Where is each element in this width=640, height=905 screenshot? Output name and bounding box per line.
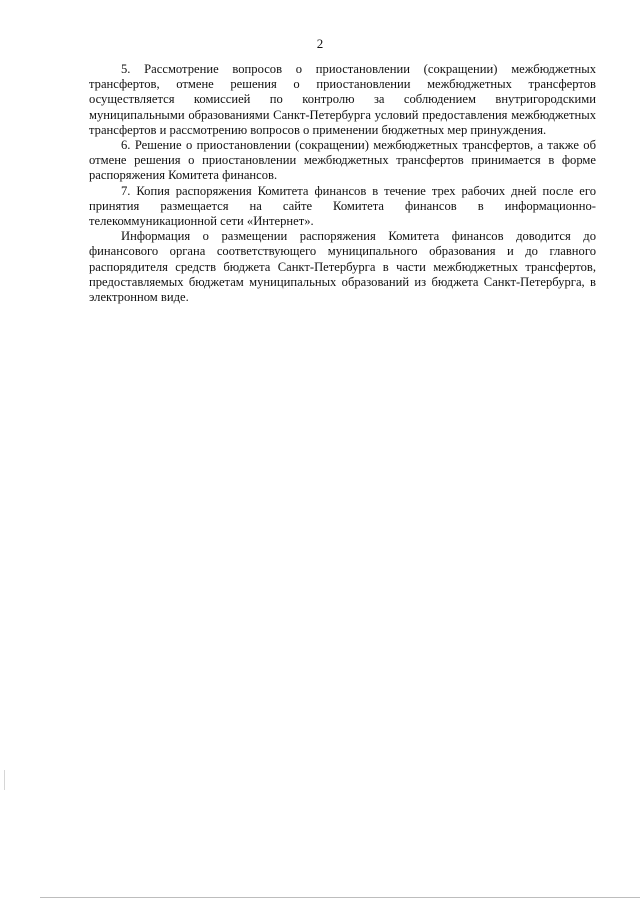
document-body xyxy=(89,62,596,305)
scan-edge-left xyxy=(4,770,5,790)
paragraph-information-notice: Информация о размещении распоряжения Комитета финансов доводится до финансового органа соответствующего муниципального образования и до главного распорядителя средств бюджета Санкт-Петербурга в части межбюджетных трансфертов, предоставляемых бюджетам муниципальных образований из бюджета Санкт-Петербурга, в электронном виде. xyxy=(89,229,596,305)
paragraph-6-decision: 6. Решение о приостановлении (сокращении) межбюджетных трансфертов, а также об отмене решения о приостановлении межбюджетных трансфертов принимается в форме распоряжения Комитета финансов. xyxy=(89,138,596,183)
paragraph-5-review: 5. Рассмотрение вопросов о приостановлении (сокращении) межбюджетных трансфертов, отмене решения о приостановлении межбюджетных трансфертов осуществляется комиссией по контролю за соблюдением внутригородскими муниципальными образованиями Санкт-Петербурга условий предоставления межбюджетных трансфертов и рассмотрению вопросов о применении бюджетных мер принуждения. xyxy=(89,62,596,137)
page-number: 2 xyxy=(316,36,324,51)
scan-edge-bottom xyxy=(40,897,640,898)
paragraph-7-copy-publication: 7. Копия распоряжения Комитета финансов в течение трех рабочих дней после его принятия размещается на сайте Комитета финансов в информационно-телекоммуникационной сети «Интернет». xyxy=(89,183,596,229)
